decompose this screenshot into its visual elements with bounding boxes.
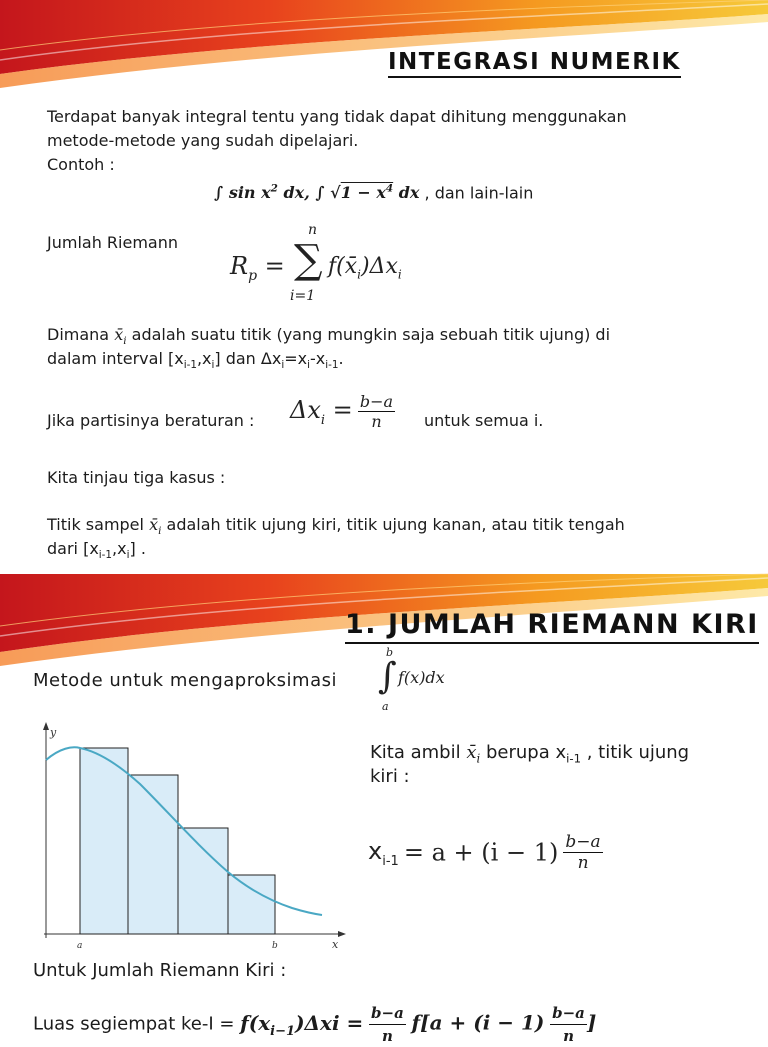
- y-axis-arrow-icon: [43, 722, 49, 730]
- example-integrals: ∫ $\sin x^2$ dx, ∫ $√1 - x^4$ dx , dan lain-lain: [214, 183, 534, 203]
- b-tick-label: b: [272, 941, 278, 951]
- slide-title: INTEGRASI NUMERIK: [388, 48, 681, 78]
- metode-label: Metode untuk mengaproksimasi: [33, 670, 337, 691]
- sampel-line-2: dari $[x_{i-1},x_i]$ .: [47, 539, 146, 562]
- intro-line-2: metode-metode yang sudah dipelajari.: [47, 131, 359, 150]
- riemann-sum-formula: $R_p$ = n ∑ i=1 $f(x̄_i)\Delta x_i$: [230, 222, 402, 304]
- luas-line: Luas segiempat $ke-I = f(x_{i-1})\Delta xi$ = $\frac{b-a}{n}$ f[a + (i − 1) $\frac{b-a}{n}$ ]: [33, 1004, 597, 1045]
- dimana-line-2: dalam interval $[x_{i-1},x_i]$ dan $\Delta x_i=x_i-x_{i-1}$.: [47, 349, 344, 372]
- contoh-label: Contoh :: [47, 155, 115, 174]
- kasus-label: Kita tinjau tiga kasus :: [47, 468, 226, 487]
- partisi-suffix: untuk semua i.: [424, 411, 544, 430]
- untuk-label: Untuk Jumlah Riemann Kiri :: [33, 960, 287, 981]
- partisi-label: Jika partisinya beraturan :: [47, 411, 255, 430]
- riemann-rectangle: [228, 875, 275, 934]
- left-point-formula: $x_{i-1} = a + (i - 1)$ $\frac{b-a}{n}$: [368, 832, 601, 873]
- riemann-rectangle: [178, 828, 228, 934]
- partisi-formula: $\Delta x_i$ = $\frac{b-a}{n}$: [290, 392, 394, 431]
- riemann-rectangle: [128, 775, 178, 934]
- slide-jumlah-riemann-kiri: [0, 574, 768, 1045]
- intro-line-1: Terdapat banyak integral tentu yang tidak dapat dihitung menggunakan: [47, 107, 627, 126]
- y-axis-label: y: [50, 726, 57, 739]
- example-suffix: , dan lain-lain: [424, 183, 534, 203]
- x-axis-label: x: [332, 938, 339, 951]
- x-axis-arrow-icon: [338, 931, 346, 937]
- integral-expression: b ∫ f(x)dx a: [378, 646, 445, 713]
- luas-label: Luas segiempat ke-I =: [33, 1013, 235, 1035]
- ambil-line-1: Kita ambil $x̄_i$ berupa $x_{i-1}$ , titik ujung: [370, 742, 690, 766]
- riemann-label: Jumlah Riemann: [47, 233, 178, 252]
- a-tick-label: a: [77, 941, 83, 951]
- ambil-line-2: kiri :: [370, 766, 410, 787]
- riemann-left-graph: [30, 722, 348, 952]
- riemann-rectangle: [80, 748, 128, 934]
- sampel-line-1: Titik sampel $x̄_i$ adalah titik ujung kiri, titik ujung kanan, atau titik tengah: [47, 515, 625, 538]
- slide-title: 1. JUMLAH RIEMANN KIRI: [345, 608, 759, 644]
- dimana-line-1: Dimana $x̄_i$ adalah suatu titik (yang mungkin saja sebuah titik ujung) di: [47, 325, 611, 348]
